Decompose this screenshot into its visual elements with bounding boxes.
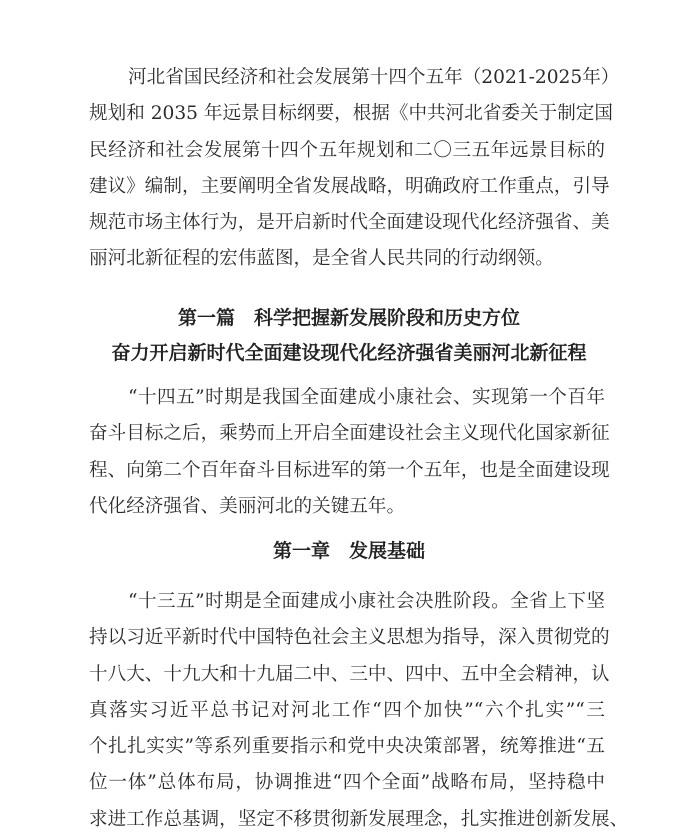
text-line: 十八大、十九大和十九届二中、三中、四中、五中全会精神，认 [89,663,610,685]
text-line: 建议》编制，主要阐明全省发展战略，明确政府工作重点，引导 [89,175,610,197]
text-line: “十三五”时期是全面建成小康社会决胜阶段。全省上下坚 [128,591,605,612]
text-line: 程、向第二个百年奋斗目标进军的第一个五年，也是全面建设现 [89,459,610,481]
part-subheading: 奋力开启新时代全面建设现代化经济强省美丽河北新征程 [111,342,587,364]
chapter-paragraph [89,584,629,838]
text-line: “十四五”时期是我国全面建成小康社会、实现第一个百年 [128,387,605,408]
text-line: 个扎扎实实”等系列重要指示和党中央决策部署，统筹推进“五 [89,736,605,758]
text-line: 民经济和社会发展第十四个五年规划和二〇三五年远景目标的 [89,139,605,161]
text-line: 规划和 2035 年远景目标纲要，根据《中共河北省委关于制定国 [89,103,613,125]
text-line: 河北省国民经济和社会发展第十四个五年（2021-2025年） [128,67,620,88]
text-line: 奋斗目标之后，乘势而上开启全面建设社会主义现代化国家新征 [89,423,610,445]
text-line: 丽河北新征程的宏伟蓝图，是全省人民共同的行动纲领。 [89,248,554,270]
text-line: 代化经济强省、美丽河北的关键五年。 [89,495,406,517]
chapter-heading: 第一章 发展基础 [272,540,425,562]
text-line: 规范市场主体行为，是开启新时代全面建设现代化经济强省、美 [89,212,610,234]
text-line: 求进工作总基调，坚定不移贯彻新发展理念，扎实推进创新发展、 [89,808,629,830]
part-paragraph [89,380,610,525]
text-line: 真落实习近平总书记对河北工作“四个加快”“六个扎实”“三 [89,699,605,721]
text-line: 持以习近平新时代中国特色社会主义思想为指导，深入贯彻党的 [89,627,610,649]
intro-paragraph [89,60,620,278]
part-heading: 第一篇 科学把握新发展阶段和历史方位 [177,307,520,329]
text-line: 位一体”总体布局，协调推进“四个全面”战略布局，坚持稳中 [89,772,605,794]
